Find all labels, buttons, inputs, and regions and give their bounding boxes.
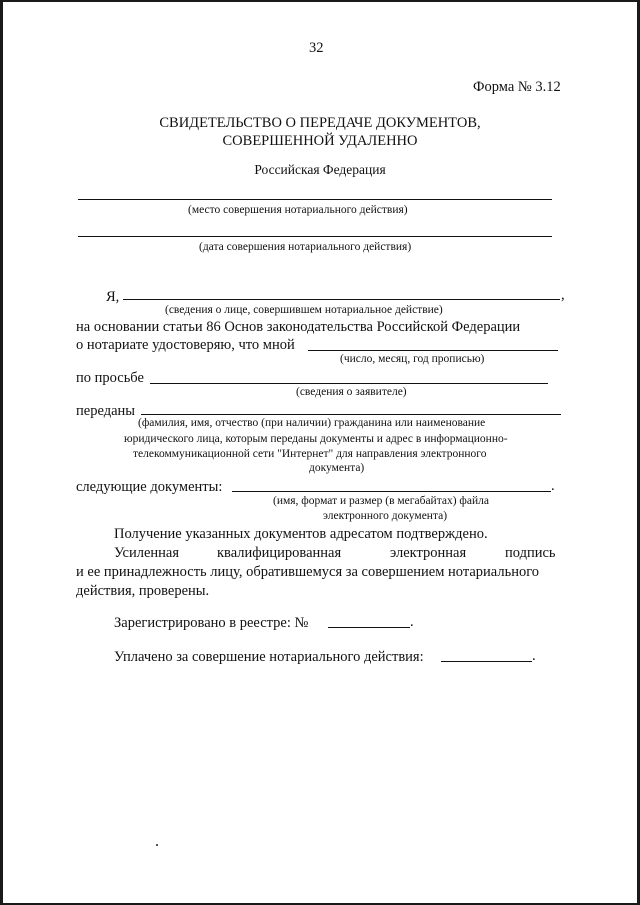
ya-comma: , — [561, 287, 565, 303]
notary-caption: (сведения о лице, совершившем нотариальное действие) — [165, 304, 443, 316]
country: Российская Федерация — [254, 162, 386, 177]
certify-label: о нотариате удостоверяю, что мной — [76, 337, 295, 353]
registry-label: Зарегистрировано в реестре: № — [114, 615, 309, 631]
documents-dot: . — [551, 478, 555, 494]
recipient-caption-1: (фамилия, имя, отчество (при наличии) гражданина или наименование — [138, 417, 486, 429]
signature-word-2: квалифицированная — [217, 545, 342, 561]
registry-dot: . — [410, 614, 414, 630]
ya-label: Я, — [106, 289, 120, 305]
transferred-label: переданы — [76, 403, 136, 419]
place-caption: (место совершения нотариального действия) — [188, 204, 408, 216]
date-field-line — [78, 236, 552, 237]
recipient-caption-2: юридического лица, которым переданы документы и адрес в информационно- — [124, 433, 508, 445]
documents-caption-1: (имя, формат и размер (в мегабайтах) файла — [273, 495, 489, 507]
paid-dot: . — [532, 648, 536, 664]
page-number: 32 — [309, 40, 324, 56]
registry-field-line — [328, 627, 410, 628]
request-label: по просьбе — [76, 370, 144, 386]
form-number: Форма № 3.12 — [473, 79, 561, 95]
date-words-caption: (число, месяц, год прописью) — [340, 353, 485, 365]
place-field-line — [78, 199, 552, 200]
documents-field-line — [232, 491, 551, 492]
confirm-line: Получение указанных документов адресатом подтверждено. — [114, 526, 488, 542]
signature-line-3: действия, проверены. — [76, 583, 210, 599]
scan-speck — [156, 844, 158, 846]
date-words-field-line — [308, 350, 558, 351]
paid-field-line — [441, 661, 532, 662]
recipient-caption-3: телекоммуникационной сети "Интернет" для направления электронного — [133, 448, 487, 460]
applicant-field-line — [150, 383, 548, 384]
scan-border-top — [0, 0, 640, 2]
signature-word-1: Усиленная — [114, 545, 180, 561]
signature-line-2: и ее принадлежность лицу, обратившемуся за совершением нотариального — [76, 564, 540, 580]
title-line-1: СВИДЕТЕЛЬСТВО О ПЕРЕДАЧЕ ДОКУМЕНТОВ, — [159, 115, 481, 131]
title-line-2: СОВЕРШЕННОЙ УДАЛЕННО — [222, 133, 418, 149]
signature-word-3: электронная — [390, 545, 467, 561]
date-caption: (дата совершения нотариального действия) — [199, 241, 412, 253]
signature-word-4: подпись — [505, 545, 556, 561]
recipient-field-line — [141, 414, 561, 415]
basis-line: на основании статьи 86 Основ законодательства Российской Федерации — [76, 319, 521, 335]
paid-label: Уплачено за совершение нотариального действия: — [114, 649, 424, 665]
documents-caption-2: электронного документа) — [323, 510, 448, 522]
applicant-caption: (сведения о заявителе) — [296, 386, 407, 398]
documents-label: следующие документы: — [76, 479, 223, 495]
notary-field-line — [123, 299, 560, 300]
recipient-caption-4: документа) — [309, 462, 365, 474]
